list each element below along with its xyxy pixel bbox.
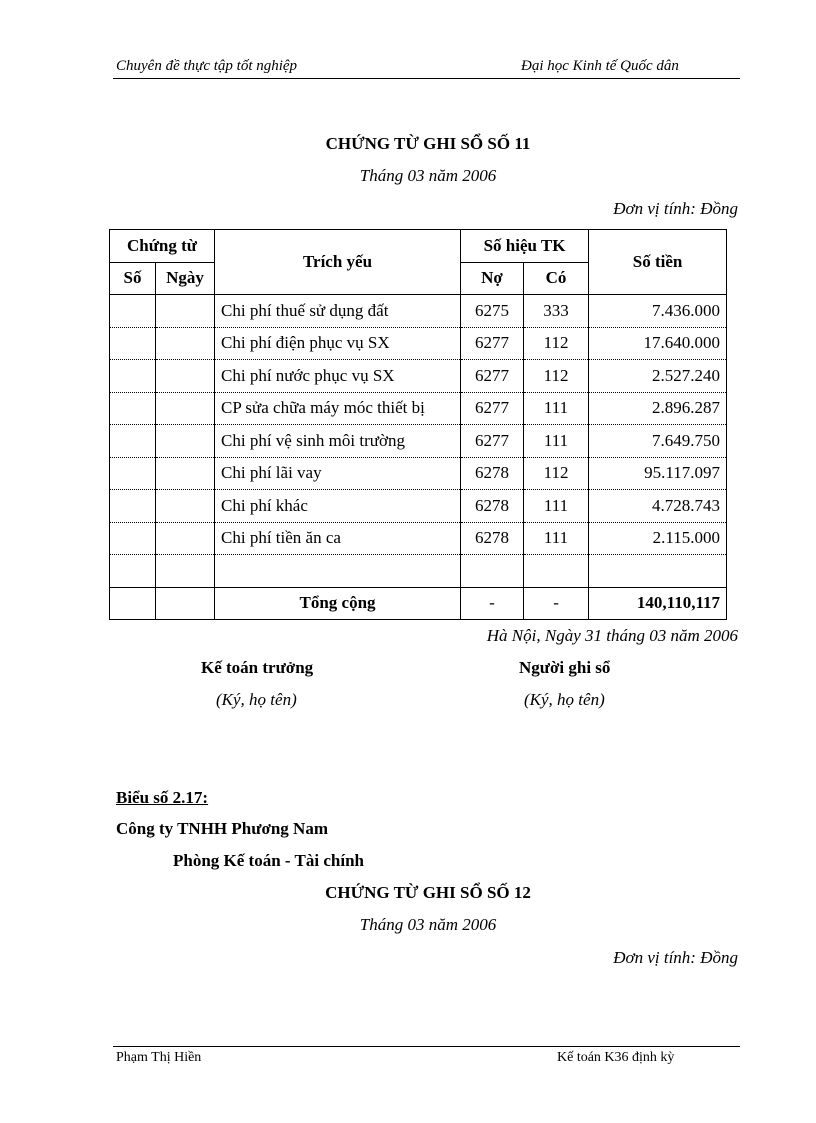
cell-credit: 111 xyxy=(524,522,589,555)
table-row xyxy=(110,295,727,328)
header-divider xyxy=(113,78,740,79)
total-debit: - xyxy=(461,587,524,620)
cell-date xyxy=(156,522,215,555)
cell-description: Chi phí vệ sinh môi trường xyxy=(215,425,461,458)
voucher-11-table xyxy=(109,229,727,620)
company-name: Công ty TNHH Phương Nam xyxy=(116,819,328,838)
cell-description: Chi phí khác xyxy=(215,490,461,523)
voucher-11-title: CHỨNG TỪ GHI SỔ SỐ 11 xyxy=(325,134,531,153)
cell-debit: 6277 xyxy=(461,327,524,360)
form-label: Biểu số 2.17: xyxy=(116,788,209,807)
cell-description: Chi phí lãi vay xyxy=(215,457,461,490)
footer-class: Kế toán K36 định kỳ xyxy=(557,1050,675,1065)
col-header-credit: Có xyxy=(524,262,589,295)
header-right-title: Đại học Kinh tế Quốc dân xyxy=(521,58,679,74)
cell-credit: 111 xyxy=(524,425,589,458)
col-header-no: Số xyxy=(110,262,156,295)
total-amount: 140,110,117 xyxy=(589,587,727,620)
voucher-11-period: Tháng 03 năm 2006 xyxy=(359,166,497,185)
cell-date xyxy=(156,457,215,490)
cell-description xyxy=(215,555,461,588)
cell-no xyxy=(110,425,156,458)
cell-no xyxy=(110,490,156,523)
col-header-voucher: Chứng từ xyxy=(110,230,215,263)
cell-description: Chi phí tiền ăn ca xyxy=(215,522,461,555)
cell-amount: 17.640.000 xyxy=(589,327,727,360)
cell-debit: 6278 xyxy=(461,457,524,490)
department-name: Phòng Kế toán - Tài chính xyxy=(173,851,364,870)
col-header-amount: Số tiền xyxy=(589,230,727,295)
table-row xyxy=(110,360,727,393)
cell-date xyxy=(156,327,215,360)
cell-credit: 111 xyxy=(524,490,589,523)
cell-debit: 6278 xyxy=(461,522,524,555)
cell-description: Chi phí thuế sử dụng đất xyxy=(215,295,461,328)
cell-no xyxy=(110,457,156,490)
cell-date xyxy=(156,490,215,523)
cell-description: Chi phí điện phục vụ SX xyxy=(215,327,461,360)
cell-no xyxy=(110,555,156,588)
col-header-date: Ngày xyxy=(156,262,215,295)
signer-recorder: Người ghi sổ xyxy=(519,658,611,677)
cell-debit: 6277 xyxy=(461,425,524,458)
table-row xyxy=(110,457,727,490)
signer-recorder-note: (Ký, họ tên) xyxy=(524,690,605,709)
footer-divider xyxy=(113,1046,740,1047)
cell-date xyxy=(156,360,215,393)
cell-credit xyxy=(524,555,589,588)
cell-no xyxy=(110,295,156,328)
cell-date xyxy=(156,555,215,588)
total-credit: - xyxy=(524,587,589,620)
cell-no xyxy=(110,360,156,393)
voucher-11-rows xyxy=(110,295,727,588)
cell-amount: 95.117.097 xyxy=(589,457,727,490)
cell-credit: 111 xyxy=(524,392,589,425)
total-row xyxy=(110,587,727,620)
cell-amount: 2.527.240 xyxy=(589,360,727,393)
total-label: Tổng cộng xyxy=(215,587,461,620)
col-header-description: Trích yếu xyxy=(215,230,461,295)
cell-no xyxy=(110,522,156,555)
voucher-11-unit: Đơn vị tính: Đồng xyxy=(613,199,738,218)
signer-chief-accountant: Kế toán trưởng xyxy=(201,658,314,677)
col-header-account: Số hiệu TK xyxy=(461,230,589,263)
cell-debit: 6277 xyxy=(461,360,524,393)
place-date: Hà Nội, Ngày 31 tháng 03 năm 2006 xyxy=(486,626,738,645)
footer-author: Phạm Thị Hiền xyxy=(116,1050,202,1065)
table-row xyxy=(110,327,727,360)
cell-description: CP sửa chữa máy móc thiết bị xyxy=(215,392,461,425)
table-row xyxy=(110,555,727,588)
cell-amount: 4.728.743 xyxy=(589,490,727,523)
cell-debit: 6277 xyxy=(461,392,524,425)
header-left-title: Chuyên đề thực tập tốt nghiệp xyxy=(116,58,298,74)
cell-description: Chi phí nước phục vụ SX xyxy=(215,360,461,393)
table-row xyxy=(110,490,727,523)
table-row xyxy=(110,392,727,425)
cell-date xyxy=(156,425,215,458)
voucher-12-period: Tháng 03 năm 2006 xyxy=(359,915,497,934)
cell-credit: 112 xyxy=(524,327,589,360)
table-row xyxy=(110,522,727,555)
cell-debit xyxy=(461,555,524,588)
cell-amount: 7.436.000 xyxy=(589,295,727,328)
cell-credit: 112 xyxy=(524,457,589,490)
cell-no xyxy=(110,327,156,360)
cell-amount: 2.115.000 xyxy=(589,522,727,555)
cell-amount xyxy=(589,555,727,588)
signer-chief-accountant-note: (Ký, họ tên) xyxy=(216,690,297,709)
cell-debit: 6275 xyxy=(461,295,524,328)
cell-credit: 333 xyxy=(524,295,589,328)
table-row xyxy=(110,425,727,458)
voucher-12-title: CHỨNG TỪ GHI SỔ SỐ 12 xyxy=(325,883,531,902)
cell-no xyxy=(110,392,156,425)
cell-credit: 112 xyxy=(524,360,589,393)
cell-amount: 7.649.750 xyxy=(589,425,727,458)
col-header-debit: Nợ xyxy=(461,262,524,295)
cell-date xyxy=(156,392,215,425)
voucher-12-unit: Đơn vị tính: Đồng xyxy=(613,948,738,967)
cell-date xyxy=(156,295,215,328)
cell-amount: 2.896.287 xyxy=(589,392,727,425)
cell-debit: 6278 xyxy=(461,490,524,523)
